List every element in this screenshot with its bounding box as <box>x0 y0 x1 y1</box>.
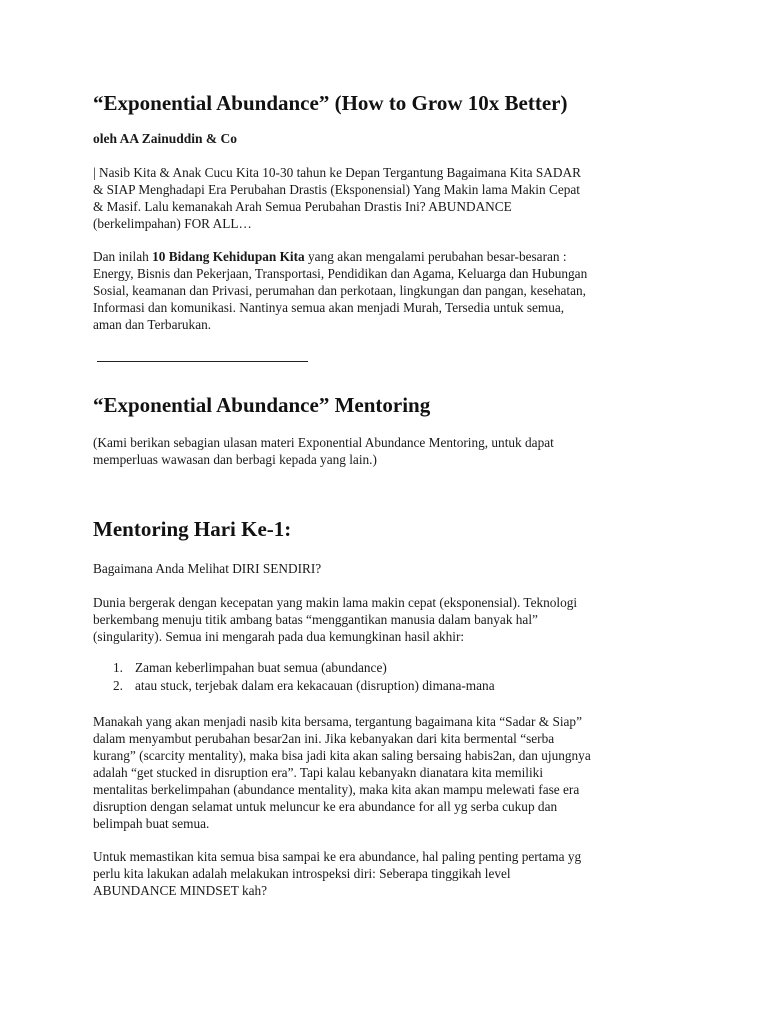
fields-bold-phrase: 10 Bidang Kehidupan Kita <box>152 249 305 264</box>
intro-line: & SIAP Menghadapi Era Perubahan Drastis (Eksponensial) Yang Makin lama Makin Cepat <box>93 182 580 197</box>
list-number: 2. <box>113 677 123 693</box>
fields-first-line <box>93 248 683 265</box>
p1-line: Dunia bergerak dengan kecepatan yang makin lama makin cepat (eksponensial). Teknologi <box>93 595 578 610</box>
day1-paragraph-1 <box>93 594 683 645</box>
p3-line: Untuk memastikan kita semua bisa sampai ke era abundance, hal paling penting pertama yg <box>93 849 582 864</box>
p2-line: mentalitas berkelimpahan (abundance mentality), maka kita akan mampu melewati fase era <box>93 782 580 797</box>
day1-question <box>93 560 683 577</box>
p1-line: berkembang menuju titik ambang batas “menggantikan manusia dalam banyak hal” <box>93 612 538 627</box>
intro-line: (berkelimpahan) FOR ALL… <box>93 216 252 231</box>
intro-line: & Masif. Lalu kemanakah Arah Semua Perubahan Drastis Ini? ABUNDANCE <box>93 199 512 214</box>
fields-prefix: Dan inilah <box>93 249 153 264</box>
author-line: oleh AA Zainuddin & Co <box>93 131 238 146</box>
p2-line: disruption dengan selamat untuk meluncur ke era abundance for all yg serba cukup dan <box>93 799 558 814</box>
fields-paragraph <box>93 248 683 333</box>
fields-line: Sosial, keamanan dan Privasi, perumahan dan perkotaan, lingkungan dan pangan, kesehatan, <box>93 283 586 298</box>
outcome-list <box>93 659 495 694</box>
document-title: “Exponential Abundance” (How to Grow 10x Better) <box>93 91 568 115</box>
day1-paragraph-2 <box>93 713 683 832</box>
p2-line: kurang” (scarcity mentality), maka bisa jadi kita akan saling bersaing habis2an, dan ujungnya <box>93 748 591 763</box>
list-text: Zaman keberlimpahan buat semua (abundance) <box>135 660 387 675</box>
horizontal-divider <box>97 361 308 362</box>
p3-line: ABUNDANCE MINDSET kah? <box>93 883 268 898</box>
p2-line: belimpah buat semua. <box>93 816 210 831</box>
p2-line: Manakah yang akan menjadi nasib kita bersama, tergantung bagaimana kita “Sadar & Siap” <box>93 714 582 729</box>
p3-line: perlu kita lakukan adalah melakukan introspeksi diri: Seberapa tinggikah level <box>93 866 511 881</box>
fields-line: Energy, Bisnis dan Pekerjaan, Transportasi, Pendidikan dan Agama, Keluarga dan Hubungan <box>93 266 588 281</box>
fields-suffix: yang akan mengalami perubahan besar-besaran : <box>304 249 567 264</box>
list-item <box>93 677 495 695</box>
list-text: atau stuck, terjebak dalam era kekacauan (disruption) dimana-mana <box>135 677 495 693</box>
p2-line: dalam menyambut perubahan besar2an ini. Jika kebanyakan dari kita bermental “serba <box>93 731 555 746</box>
intro-line: | Nasib Kita & Anak Cucu Kita 10-30 tahun ke Depan Tergantung Bagaimana Kita SADAR <box>93 165 581 180</box>
fields-line: aman dan Terbarukan. <box>93 317 212 332</box>
mentoring-heading: “Exponential Abundance” Mentoring <box>93 393 431 417</box>
mentoring-paragraph <box>93 434 683 468</box>
day1-paragraph-3 <box>93 848 683 899</box>
p2-line: adalah “get stucked in disruption era”. Tapi kalau kebanyakn dianatara kita memiliki <box>93 765 544 780</box>
intro-paragraph <box>93 164 683 232</box>
fields-line: Informasi dan komunikasi. Nantinya semua akan menjadi Murah, Tersedia untuk semua, <box>93 300 565 315</box>
mentoring-line: (Kami berikan sebagian ulasan materi Exponential Abundance Mentoring, untuk dapat <box>93 435 554 450</box>
question-line: Bagaimana Anda Melihat DIRI SENDIRI? <box>93 561 322 576</box>
list-item <box>93 659 495 677</box>
list-number: 1. <box>113 660 123 675</box>
mentoring-line: memperluas wawasan dan berbagi kepada yang lain.) <box>93 452 377 467</box>
p1-line: (singularity). Semua ini mengarah pada dua kemungkinan hasil akhir: <box>93 629 465 644</box>
day1-heading: Mentoring Hari Ke-1: <box>93 517 292 541</box>
